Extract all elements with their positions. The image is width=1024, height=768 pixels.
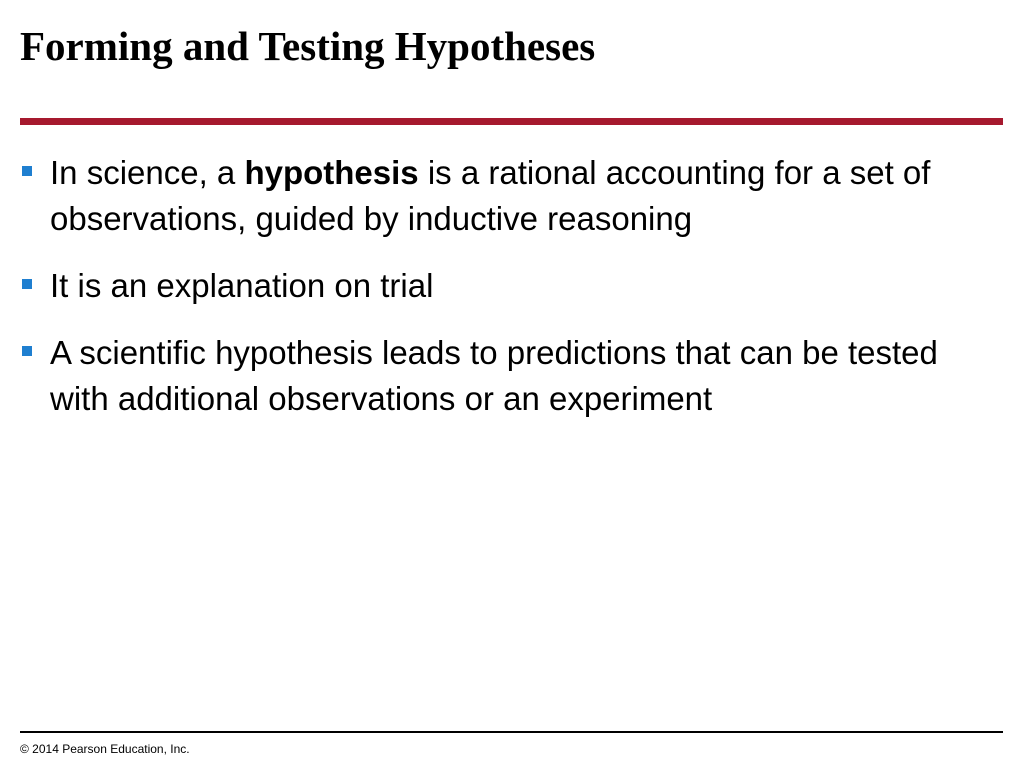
bullet-text [50, 150, 992, 242]
bullet-item-hypothesis-definition [22, 150, 992, 242]
bullet-text: It is an explanation on trial [50, 267, 434, 304]
slide-title: Forming and Testing Hypotheses [20, 23, 596, 69]
footer-divider [20, 731, 1003, 733]
copyright-footer: © 2014 Pearson Education, Inc. [20, 742, 190, 756]
bullet-text: A scientific hypothesis leads to predictions that can be tested with additional observations or an experiment [50, 334, 938, 417]
bullet-keyword: hypothesis [244, 154, 419, 191]
bullet-list [22, 150, 992, 443]
bullet-text-rest: is a rational accounting for a set of observations, guided by inductive reasoning [50, 154, 931, 237]
square-bullet-icon [22, 166, 32, 176]
bullet-item-explanation [22, 263, 992, 309]
square-bullet-icon [22, 279, 32, 289]
bullet-item-predictions [22, 330, 992, 422]
bullet-text-lead: In science, a [50, 154, 245, 191]
title-divider [20, 118, 1003, 125]
square-bullet-icon [22, 346, 32, 356]
